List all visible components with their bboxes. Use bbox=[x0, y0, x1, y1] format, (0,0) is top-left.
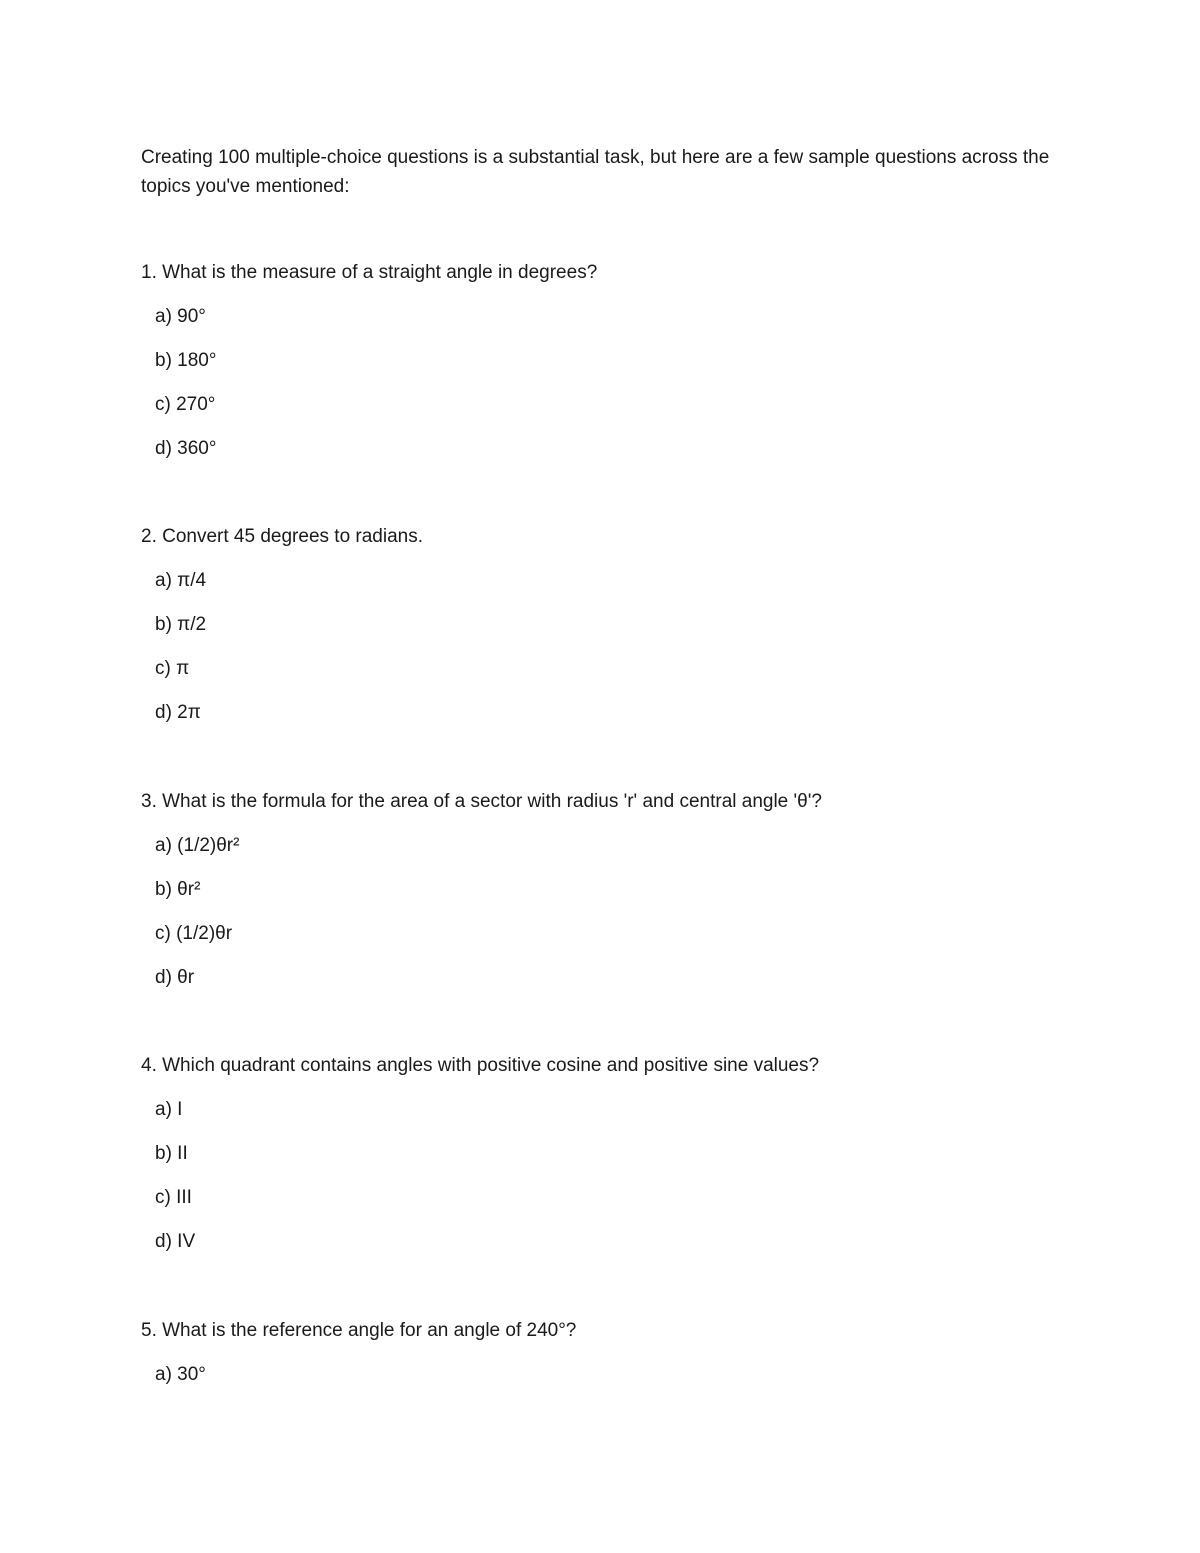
option-d: d) θr bbox=[155, 967, 195, 988]
option-a: a) I bbox=[155, 1099, 183, 1120]
option-a: a) 90° bbox=[155, 306, 206, 327]
question-text: 3. What is the formula for the area of a sector with radius 'r' and central angle 'θ'? bbox=[141, 791, 822, 812]
question-4 bbox=[141, 1054, 1121, 1254]
options-list bbox=[141, 1363, 1121, 1387]
option-a: a) π/4 bbox=[155, 570, 207, 591]
question-text: 5. What is the reference angle for an angle of 240°? bbox=[141, 1320, 577, 1341]
option-c: c) III bbox=[155, 1187, 192, 1208]
option-c: c) 270° bbox=[155, 394, 216, 415]
option-b: b) θr² bbox=[155, 879, 201, 900]
option-b: b) π/2 bbox=[155, 614, 207, 635]
question-2 bbox=[141, 525, 1121, 725]
option-d: d) IV bbox=[155, 1231, 196, 1252]
option-a: a) (1/2)θr² bbox=[155, 835, 240, 856]
option-d: d) 360° bbox=[155, 438, 217, 459]
option-a: a) 30° bbox=[155, 1364, 206, 1385]
question-5 bbox=[141, 1319, 1121, 1387]
question-text: 2. Convert 45 degrees to radians. bbox=[141, 526, 424, 547]
options-list bbox=[141, 305, 1121, 461]
option-c: c) (1/2)θr bbox=[155, 923, 233, 944]
options-list bbox=[141, 834, 1121, 990]
options-list bbox=[141, 569, 1121, 725]
option-b: b) 180° bbox=[155, 350, 217, 371]
question-1 bbox=[141, 261, 1121, 461]
question-text: 4. Which quadrant contains angles with positive cosine and positive sine values? bbox=[141, 1055, 820, 1076]
question-text: 1. What is the measure of a straight angle in degrees? bbox=[141, 262, 598, 283]
option-b: b) II bbox=[155, 1143, 188, 1164]
intro-paragraph: Creating 100 multiple-choice questions is a substantial task, but here are a few sample questions across the topics you've mentioned: bbox=[141, 147, 1050, 197]
question-3 bbox=[141, 790, 1121, 990]
option-c: c) π bbox=[155, 658, 190, 679]
options-list bbox=[141, 1098, 1121, 1254]
option-d: d) 2π bbox=[155, 702, 201, 723]
